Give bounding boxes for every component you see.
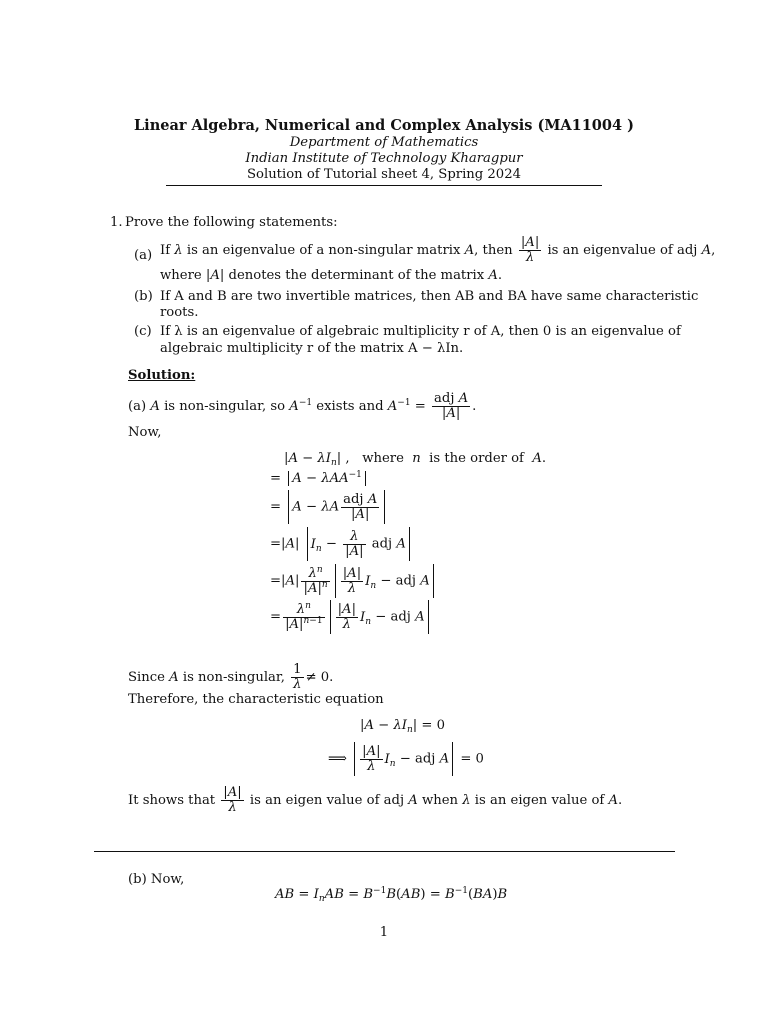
char-equation: $|A - \lambda I_n| = 0$ — [360, 718, 446, 735]
document-title: Linear Algebra, Numerical and Complex Analysis (MA11004 ) — [133, 117, 634, 134]
question-number: 1. — [110, 215, 123, 230]
solution-now: Now, — [128, 425, 162, 440]
implies-equation: ⟹ $\frac{|A|}{\lambda}$ $I_n$ − adj A = 0 — [328, 742, 484, 776]
section-divider — [94, 851, 675, 852]
solution-heading: Solution: — [128, 368, 196, 383]
solution-b-equation: AB = $I_nAB = B^{-1}B(AB) = B^{-1}(BA)B$ — [275, 886, 508, 904]
page-number: 1 — [379, 925, 389, 940]
eq-line-1: $|A - \lambda I_n|$ , where n is the order of A. — [284, 451, 547, 468]
part-b-statement-cont: roots. — [160, 305, 199, 320]
part-b-statement: If A and B are two invertible matrices, then AB and BA have same characteristic — [160, 289, 699, 304]
conclusion-statement: It shows that $\frac{|A|}{\lambda}$ is an eigen value of adj A when λ is an eigen value of A. — [128, 785, 623, 815]
institute-name: Indian Institute of Technology Kharagpur — [245, 151, 523, 166]
part-c-statement: If λ is an eigenvalue of algebraic multiplicity r of A, then 0 is an eigenvalue of — [160, 324, 681, 339]
solution-a-intro: (a) A is non-singular, so $A^{-1}$ exists and $A^{-1}$ = $\frac{\text{adj A}}{|A|}$ . — [128, 391, 477, 421]
question-prompt: Prove the following statements: — [125, 215, 338, 230]
eq-line-4: =|A| $I_n$ − $\frac{\lambda}{|A|}$ adj A — [270, 527, 413, 561]
department-name: Department of Mathematics — [289, 135, 479, 150]
document-subtitle: Solution of Tutorial sheet 4, Spring 2024 — [247, 167, 521, 182]
part-a-statement: If λ is an eigenvalue of a non-singular matrix A, then $\frac{|A|}{\lambda}$ is an eigenvalue of adj A, — [160, 235, 716, 265]
part-a-label: (a) — [134, 248, 153, 263]
part-c-label: (c) — [134, 324, 152, 339]
eq-line-2: = A − λAA$^{-1}$ — [270, 471, 369, 486]
eq-line-5: =|A| $\frac{\lambda^n}{|A|^n}$ $\frac{|A|}{\lambda}$ $I_n$ − adj A — [270, 564, 437, 598]
part-a-statement-cont: where |A| denotes the determinant of the matrix A. — [160, 268, 503, 283]
solution-b-intro: (b) Now, — [128, 872, 185, 887]
eq-line-3: = A − λA $\frac{\text{adj A}}{|A|}$ — [270, 490, 388, 524]
header-rule — [166, 185, 602, 186]
eq-line-6: = $\frac{\lambda^n}{|A|^{n-1}}$ $\frac{|A|}{\lambda}$ $I_n$ − adj A — [270, 600, 432, 634]
solution-a-label: (a) — [128, 398, 147, 414]
since-statement: Since A is non-singular, $\frac{1}{\lambda}$ ≠ 0. — [128, 662, 334, 692]
part-c-statement-cont: algebraic multiplicity r of the matrix A − λIn. — [160, 341, 464, 356]
part-b-label: (b) — [134, 289, 153, 304]
therefore-statement: Therefore, the characteristic equation — [128, 692, 384, 707]
